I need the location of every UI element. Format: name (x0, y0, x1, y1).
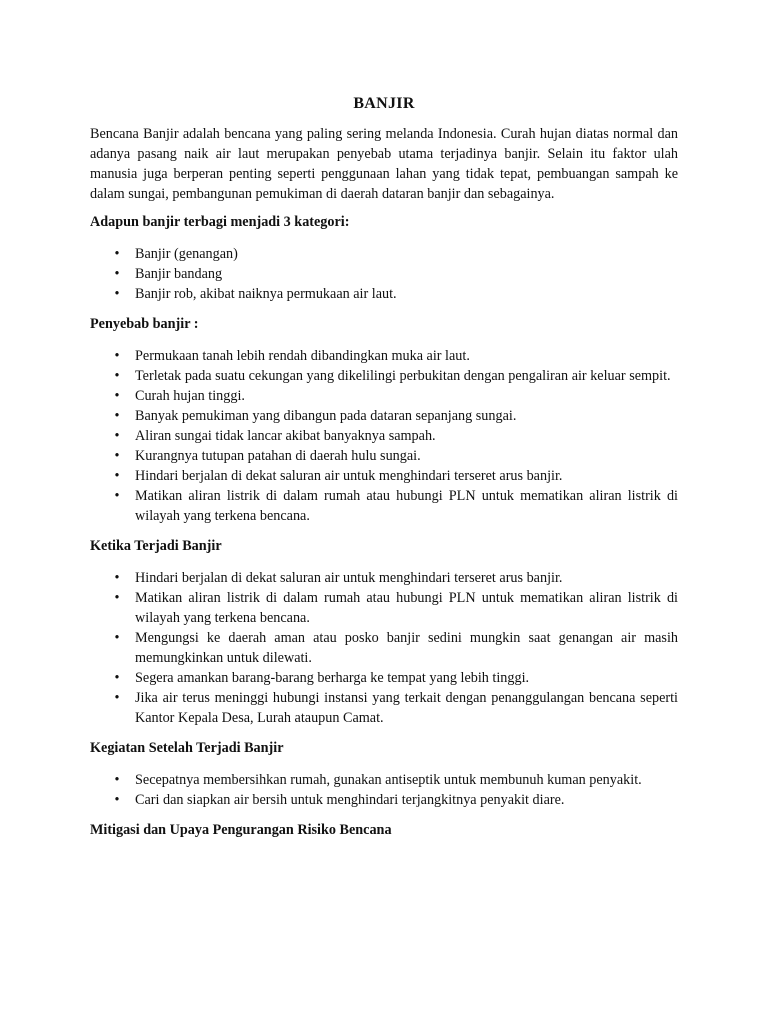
bullet-icon: • (114, 388, 120, 404)
after-flood-list (90, 770, 678, 810)
bullet-icon: • (114, 348, 120, 364)
document-title: BANJIR (353, 95, 415, 112)
list-item: • Hindari berjalan di dekat saluran air untuk menghindari terseret arus banjir. (90, 466, 678, 486)
bullet-icon: • (114, 590, 120, 606)
bullet-icon: • (114, 408, 120, 424)
list-item: • Matikan aliran listrik di dalam rumah atau hubungi PLN untuk mematikan aliran listrik di wilayah yang terkena bencana. (90, 486, 678, 526)
intro-paragraph: Bencana Banjir adalah bencana yang paling sering melanda Indonesia. Curah hujan diatas normal dan adanya pasang naik air laut merupakan penyebab utama terjadinya banjir. Selain itu faktor ulah manusia juga berperan penting seperti penggunaan lahan yang tidak tepat, pembuangan sampah ke dalam sungai, pembangunan pemukiman di daerah dataran banjir dan sebagainya. (90, 126, 678, 202)
list-item: • Banyak pemukiman yang dibangun pada dataran sepanjang sungai. (90, 406, 678, 426)
document-page (90, 92, 678, 840)
list-item: • Curah hujan tinggi. (90, 386, 678, 406)
section-heading-categories: Adapun banjir terbagi menjadi 3 kategori: (90, 214, 350, 230)
bullet-icon: • (114, 630, 120, 646)
list-item: • Mengungsi ke daerah aman atau posko banjir sedini mungkin saat genangan air masih memungkinkan untuk dilewati. (90, 628, 678, 668)
bullet-icon: • (114, 488, 120, 504)
bullet-icon: • (114, 690, 120, 706)
bullet-icon: • (114, 772, 120, 788)
bullet-icon: • (114, 368, 120, 384)
section-heading-after-flood: Kegiatan Setelah Terjadi Banjir (90, 740, 284, 756)
bullet-icon: • (114, 286, 120, 302)
list-item: • Banjir bandang (90, 264, 678, 284)
bullet-icon: • (114, 448, 120, 464)
list-item: • Aliran sungai tidak lancar akibat banyaknya sampah. (90, 426, 678, 446)
list-item: • Hindari berjalan di dekat saluran air untuk menghindari terseret arus banjir. (90, 568, 678, 588)
bullet-icon: • (114, 792, 120, 808)
section-heading-mitigation: Mitigasi dan Upaya Pengurangan Risiko Bencana (90, 822, 392, 838)
bullet-icon: • (114, 570, 120, 586)
list-item: • Secepatnya membersihkan rumah, gunakan antiseptik untuk membunuh kuman penyakit. (90, 770, 678, 790)
causes-list (90, 346, 678, 526)
list-item: • Permukaan tanah lebih rendah dibandingkan muka air laut. (90, 346, 678, 366)
list-item: • Segera amankan barang-barang berharga ke tempat yang lebih tinggi. (90, 668, 678, 688)
list-item: • Banjir (genangan) (90, 244, 678, 264)
section-heading-causes: Penyebab banjir : (90, 316, 199, 332)
section-heading-during-flood: Ketika Terjadi Banjir (90, 538, 222, 554)
categories-list (90, 244, 678, 304)
list-item: • Matikan aliran listrik di dalam rumah atau hubungi PLN untuk mematikan aliran listrik di wilayah yang terkena bencana. (90, 588, 678, 628)
bullet-icon: • (114, 428, 120, 444)
during-flood-list (90, 568, 678, 728)
bullet-icon: • (114, 266, 120, 282)
list-item: • Kurangnya tutupan patahan di daerah hulu sungai. (90, 446, 678, 466)
bullet-icon: • (114, 246, 120, 262)
list-item: • Jika air terus meninggi hubungi instansi yang terkait dengan penanggulangan bencana seperti Kantor Kepala Desa, Lurah ataupun Camat. (90, 688, 678, 728)
list-item: • Banjir rob, akibat naiknya permukaan air laut. (90, 284, 678, 304)
bullet-icon: • (114, 670, 120, 686)
bullet-icon: • (114, 468, 120, 484)
list-item: • Cari dan siapkan air bersih untuk menghindari terjangkitnya penyakit diare. (90, 790, 678, 810)
list-item: • Terletak pada suatu cekungan yang dikelilingi perbukitan dengan pengaliran air keluar sempit. (90, 366, 678, 386)
